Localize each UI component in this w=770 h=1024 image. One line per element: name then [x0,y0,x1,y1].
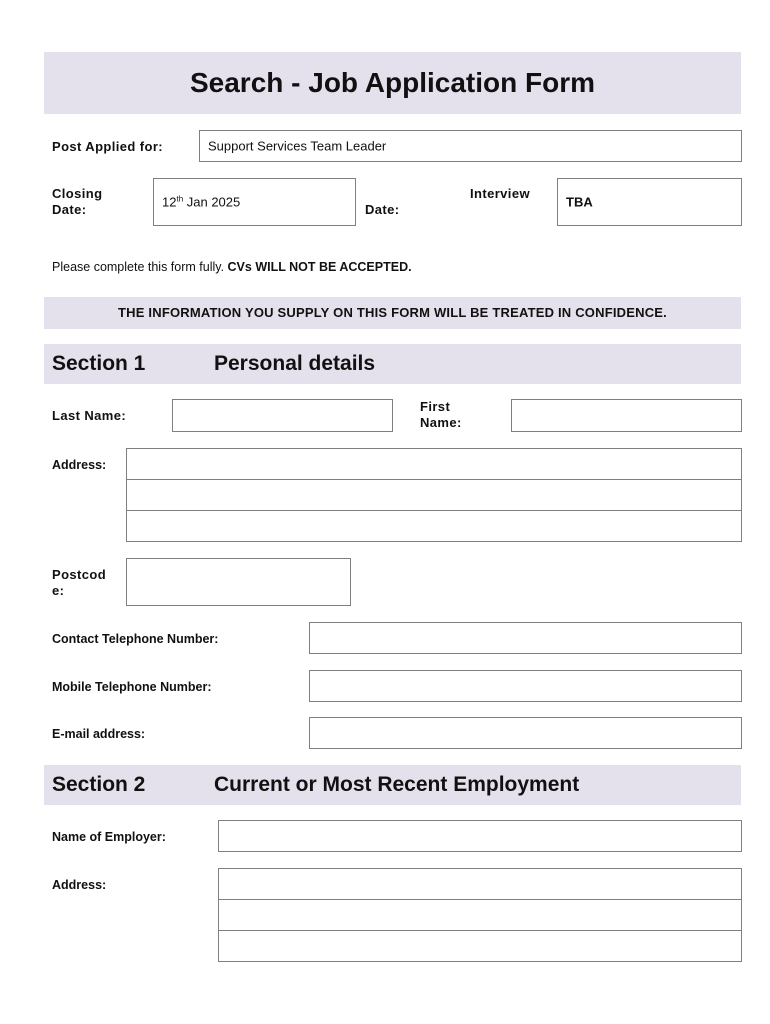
post-applied-value: Support Services Team Leader [208,138,387,154]
closing-date-rest: Jan 2025 [183,194,241,210]
mobile-tel-label: Mobile Telephone Number: [52,680,212,694]
employer-address-line-3[interactable] [218,930,742,962]
closing-date-value [162,194,240,209]
postcode-input[interactable] [126,558,351,606]
employer-label: Name of Employer: [52,830,166,844]
email-input[interactable] [309,717,742,749]
instruction-text [52,260,412,274]
interview-date-value: TBA [566,194,593,210]
closing-date-label [52,186,102,218]
employer-address-line-1[interactable] [218,868,742,900]
address-line-2[interactable] [126,479,742,511]
section1-title: Personal details [214,352,376,375]
closing-date-field[interactable] [153,178,356,226]
first-name-label-line1: First [420,399,451,414]
last-name-label: Last Name: [52,408,127,423]
employer-address-line-2[interactable] [218,899,742,931]
address-label: Address: [52,458,107,472]
first-name-label-line2: Name: [420,415,462,430]
title-band [44,52,741,114]
contact-tel-input[interactable] [309,622,742,654]
postcode-label-line1: Postcod [52,567,107,582]
employer-address-label: Address: [52,878,107,892]
closing-date-label-line2: Date: [52,202,87,217]
postcode-label-line2: e: [52,583,65,598]
closing-date-day: 12 [162,194,177,210]
contact-tel-label: Contact Telephone Number: [52,632,219,646]
closing-date-suffix: th [176,194,184,204]
address-line-3[interactable] [126,510,742,542]
address-line-1[interactable] [126,448,742,480]
confidence-band [44,297,741,329]
email-label: E-mail address: [52,727,146,741]
confidence-notice: THE INFORMATION YOU SUPPLY ON THIS FORM WILL BE TREATED IN CONFIDENCE. [118,305,667,320]
instruction-bold: CVs WILL NOT BE ACCEPTED. [227,260,412,274]
interview-date-label-line1: Interview [470,186,530,201]
post-applied-field[interactable] [199,130,742,162]
section2-header [44,765,741,805]
page-title: Search - Job Application Form [189,67,595,98]
first-name-label [420,399,462,431]
interview-date-field[interactable] [557,178,742,226]
postcode-label [52,567,106,599]
mobile-tel-input[interactable] [309,670,742,702]
last-name-input[interactable] [172,399,393,432]
first-name-input[interactable] [511,399,742,432]
employer-input[interactable] [218,820,742,852]
post-applied-label: Post Applied for: [52,139,164,154]
closing-date-label-line1: Closing [52,186,103,201]
section1-number: Section 1 [52,352,146,375]
section2-title: Current or Most Recent Employment [214,773,580,796]
instruction-plain: Please complete this form fully. [52,260,228,274]
section2-number: Section 2 [52,773,146,796]
section1-header [44,344,741,384]
interview-date-label-line2: Date: [365,202,400,217]
